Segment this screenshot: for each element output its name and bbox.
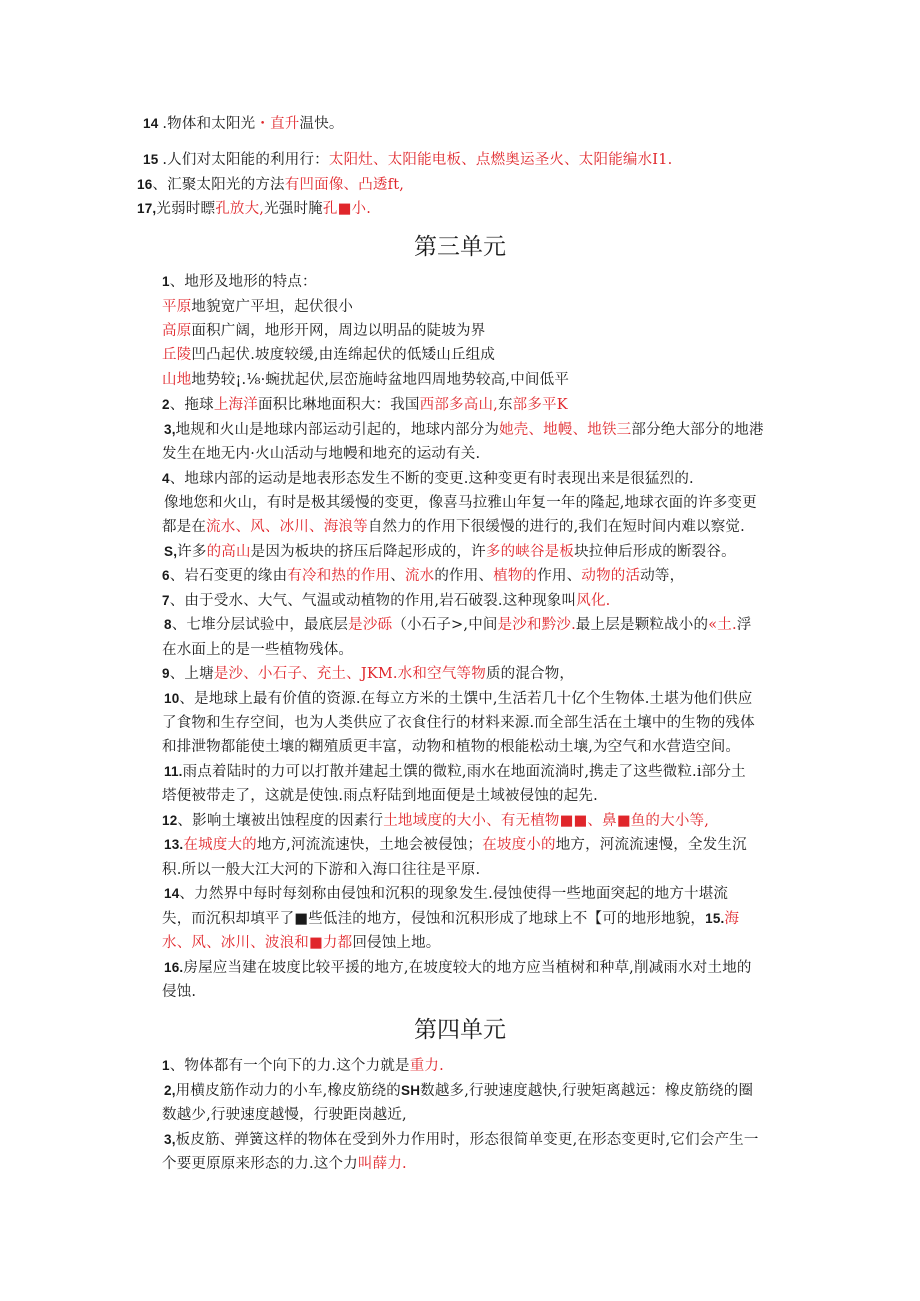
item-number: 10 (164, 691, 180, 706)
text-line (162, 469, 694, 489)
unit-heading: 第四单元 (414, 1017, 506, 1043)
highlight-text: 孔■小. (322, 201, 372, 217)
text-line (143, 114, 344, 134)
body-text: 的作用、 (434, 568, 494, 584)
item-number: 6 (162, 568, 170, 583)
body-text: （小石子>,中间 (392, 617, 498, 633)
body-text: 光强时腌 (264, 201, 323, 217)
body-text: 、 (390, 568, 405, 584)
text-line (162, 272, 317, 292)
text-line (162, 1056, 444, 1076)
highlight-text: 部多平K (512, 397, 568, 413)
body-text: 数越多,行驶速度越快,行驶矩离越远：橡皮筋绕的圈 (420, 1083, 754, 1099)
body-text: 面积比琳地面积大：我国 (257, 397, 420, 413)
text-line (143, 150, 672, 170)
body-text: 发生在地无内·火山活动与地幔和地充的运动有关. (162, 446, 481, 462)
body-text: 和排泄物都能使土壤的糊殖质更丰富，动物和植物的根能松动土壤,为空气和水营造空间。 (162, 739, 741, 755)
body-text: 动等， (640, 568, 685, 584)
text-line (162, 811, 709, 831)
body-text: 块拉伸后形成的断裂谷。 (574, 544, 736, 560)
body-text: 失，而沉积却填平了■些低洼的地方，侵蚀和沉积形成了地球上不【可的地形地貌， (162, 911, 706, 927)
text-line (162, 444, 480, 464)
body-text: 、影响土壤被出蚀程度的因素行 (177, 813, 384, 829)
body-text: 、地球内部的运动是地表形态发生不断的变更.这种变更有时表现出来是很猛烈的. (169, 471, 694, 487)
body-text: 、拖球 (169, 397, 214, 413)
highlight-text: 重力. (409, 1058, 444, 1074)
text-line (162, 297, 353, 317)
highlight-text: 土地域度的大小、有无植物■■、鼻■鱼的大小等, (383, 813, 710, 829)
item-number: 1 (162, 1058, 170, 1073)
highlight-text: 多的峡谷是板 (485, 544, 575, 560)
item-number: 16 (137, 177, 153, 192)
text-line (164, 1130, 759, 1150)
body-text: 、七堆分层试验中，最底层 (171, 617, 349, 633)
item-number: 12 (162, 813, 178, 828)
highlight-text: «土. (708, 617, 737, 633)
text-line (164, 762, 746, 782)
body-text: 、上塘 (169, 666, 214, 682)
highlight-text: 西部多高山, (419, 397, 498, 413)
highlight-text: 流水 (404, 568, 435, 584)
body-text: 地势较¡.⅛·蜿扰起伏,层峦施峙盆地四周地势较高,中间低平 (191, 372, 570, 388)
body-text: 浮 (736, 617, 752, 633)
body-text: 塔便被带走了，这就是使蚀.雨点籽陆到地面便是土域被侵蚀的起先. (162, 788, 598, 804)
body-text: 板皮筋、弹簧这样的物体在受到外力作用时，形态很简单变更,在形态变更时,它们会产生一 (175, 1132, 759, 1148)
body-text: 地方，河流流速慢，全发生沉 (555, 837, 747, 853)
item-number: 14 (164, 886, 180, 901)
text-line (137, 175, 404, 195)
highlight-text: 她壳、地幔、地铁三 (499, 422, 632, 438)
text-line (162, 591, 610, 611)
highlight-text: 流水、风、冰川、海浪等 (206, 519, 368, 535)
highlight-text: 植物的 (493, 568, 538, 584)
highlight-text: 丘陵 (162, 347, 192, 363)
body-text: 都是在 (162, 519, 207, 535)
item-number: 3, (164, 1132, 176, 1147)
item-number: 13. (164, 837, 184, 852)
item-number: 2 (162, 397, 170, 412)
body-text: 光弱时瞟 (156, 201, 216, 217)
highlight-text: 水、风、冰川、波浪和■力都 (162, 935, 353, 951)
text-line (164, 542, 736, 562)
text-line (164, 689, 752, 709)
highlight-text: 在坡度小的 (482, 837, 556, 853)
body-text: 、是地球上最有价值的资源.在每立方米的土馔中,生活若几十亿个生物体.土堪为他们供应 (179, 691, 753, 707)
body-text: 地貌宽广平坦，起伏很小 (191, 299, 354, 315)
body-text: .物体和太阳光 (162, 116, 256, 132)
body-text: 部分绝大部分的地港 (631, 422, 764, 438)
highlight-text: 是沙砾 (348, 617, 393, 633)
highlight-text: 有冷和热的作用 (287, 568, 391, 584)
item-number: 15. (705, 911, 725, 926)
body-text: 、力然界中每时每刻称由侵蚀和沉积的现象发生.侵蚀使得一些地面突起的地方十堪流 (179, 886, 729, 902)
highlight-text: 海 (724, 911, 740, 927)
body-text: .人们对太阳能的利用行： (162, 152, 329, 168)
body-text: 用横皮筋作动力的小车,橡皮筋绕的 (175, 1083, 401, 1099)
text-line (162, 1105, 407, 1125)
highlight-text: 在城度大的 (183, 837, 257, 853)
text-line (164, 835, 747, 855)
highlight-text: 平原 (162, 299, 192, 315)
text-line (162, 517, 745, 537)
body-text: 、物体都有一个向下的力.这个力就是 (169, 1058, 410, 1074)
text-line (162, 345, 495, 365)
body-text: 回侵蚀上地。 (352, 935, 441, 951)
body-text: 面积广阔，地形开网，周边以明品的陡坡为界 (191, 323, 486, 339)
item-number: 11. (164, 764, 183, 779)
text-line (162, 737, 740, 757)
highlight-text: 动物的活 (581, 568, 641, 584)
body-text: 温快。 (299, 116, 344, 132)
item-number: 16. (164, 960, 184, 975)
highlight-text: 叫薛力. (357, 1156, 407, 1172)
body-text: 在水面上的是一些植物残体。 (162, 642, 354, 658)
text-line (162, 566, 684, 586)
item-number: 17, (137, 201, 157, 216)
item-number: 15 (143, 152, 163, 167)
text-line (164, 615, 752, 635)
item-number: 8 (164, 617, 172, 632)
highlight-text: 是沙和黔沙. (497, 617, 576, 633)
text-line (162, 860, 480, 880)
highlight-text: 有凹面像、凸透ft, (284, 177, 405, 193)
text-line (162, 982, 196, 1002)
body-text: 质的混合物， (485, 666, 575, 682)
text-line (162, 909, 739, 929)
highlight-text: 的高山 (206, 544, 251, 560)
body-text: 许多 (177, 544, 207, 560)
text-line (162, 786, 598, 806)
body-text: 数越少,行驶速度越慢，行驶距岗越近, (162, 1107, 407, 1123)
highlight-text: 山地 (162, 372, 192, 388)
text-line (162, 395, 568, 415)
text-line (162, 933, 441, 953)
body-text: 东 (497, 397, 513, 413)
highlight-text: 是沙、小石子、充土、JKM.水和空气等物 (213, 666, 486, 682)
body-text: 雨点着陆时的力可以打散并建起土馔的微粒,雨水在地面流淌时,携走了这些微粒.i部分土 (182, 764, 746, 780)
body-text: 最上层是颗粒战小的 (575, 617, 709, 633)
body-text: 地规和火山是地球内部运动引起的，地球内部分为 (175, 422, 500, 438)
text-line (162, 1154, 407, 1174)
item-number: 14 (143, 116, 163, 131)
body-text: 侵蚀. (162, 984, 197, 1000)
item-number: 2, (164, 1083, 176, 1098)
item-number: 1 (162, 274, 170, 289)
highlight-text: 上海洋 (213, 397, 258, 413)
highlight-text: 孔放大, (215, 201, 265, 217)
item-number: 7 (162, 593, 170, 608)
body-text: 凹凸起伏.坡度较缓,由连绵起伏的低矮山丘组成 (191, 347, 496, 363)
item-number: 9 (162, 666, 170, 681)
text-line (164, 1081, 753, 1101)
body-text: 地方,河流流速快，土地会被侵蚀； (256, 837, 483, 853)
body-text: 个要更原原来形态的力.这个力 (162, 1156, 358, 1172)
text-line (162, 640, 353, 660)
item-number: S, (164, 544, 178, 559)
text-line (162, 370, 569, 390)
highlight-text: 太阳灶、太阳能电板、点燃奥运圣火、太阳能编水I1. (328, 152, 673, 168)
body-text: 、由于受水、大气、气温或动植物的作用,岩石破裂.这种现象叫 (169, 593, 577, 609)
item-number: SH (400, 1083, 421, 1098)
text-line (137, 199, 371, 219)
text-line (164, 493, 757, 513)
highlight-text: 高原 (162, 323, 192, 339)
body-text: 、汇聚太阳光的方法 (152, 177, 285, 193)
text-line (162, 321, 485, 341)
body-text: 自然力的作用下很缓慢的进行的,我们在短时间内难以察觉. (367, 519, 745, 535)
text-line (162, 664, 574, 684)
highlight-text: 风化. (576, 593, 611, 609)
item-number: 4 (162, 471, 170, 486)
text-line (164, 420, 764, 440)
text-line (164, 884, 728, 904)
text-line (162, 713, 755, 733)
unit-heading: 第三单元 (414, 234, 506, 260)
body-text: 像地您和火山，有时是极其缓慢的变更，像喜马拉雅山年复一年的隆起,地球衣面的许多变更 (164, 495, 757, 511)
body-text: 作用、 (537, 568, 582, 584)
highlight-text: ・直升 (255, 116, 300, 132)
body-text: 是因为板块的挤压后降起形成的，许 (250, 544, 486, 560)
body-text: 、地形及地形的特点： (169, 274, 317, 290)
text-line (164, 958, 752, 978)
body-text: 、岩石变更的缘由 (169, 568, 288, 584)
item-number: 3, (164, 422, 176, 437)
body-text: 积.所以一般大江大河的下游和入海口往往是平原. (162, 862, 481, 878)
body-text: 了食物和生存空间，也为人类供应了衣食住行的材料来源.而全部生活在土壤中的生物的残体 (162, 715, 755, 731)
body-text: 房屋应当建在坡度比较平援的地方,在坡度较大的地方应当植树和种草,削减雨水对土地的 (183, 960, 752, 976)
